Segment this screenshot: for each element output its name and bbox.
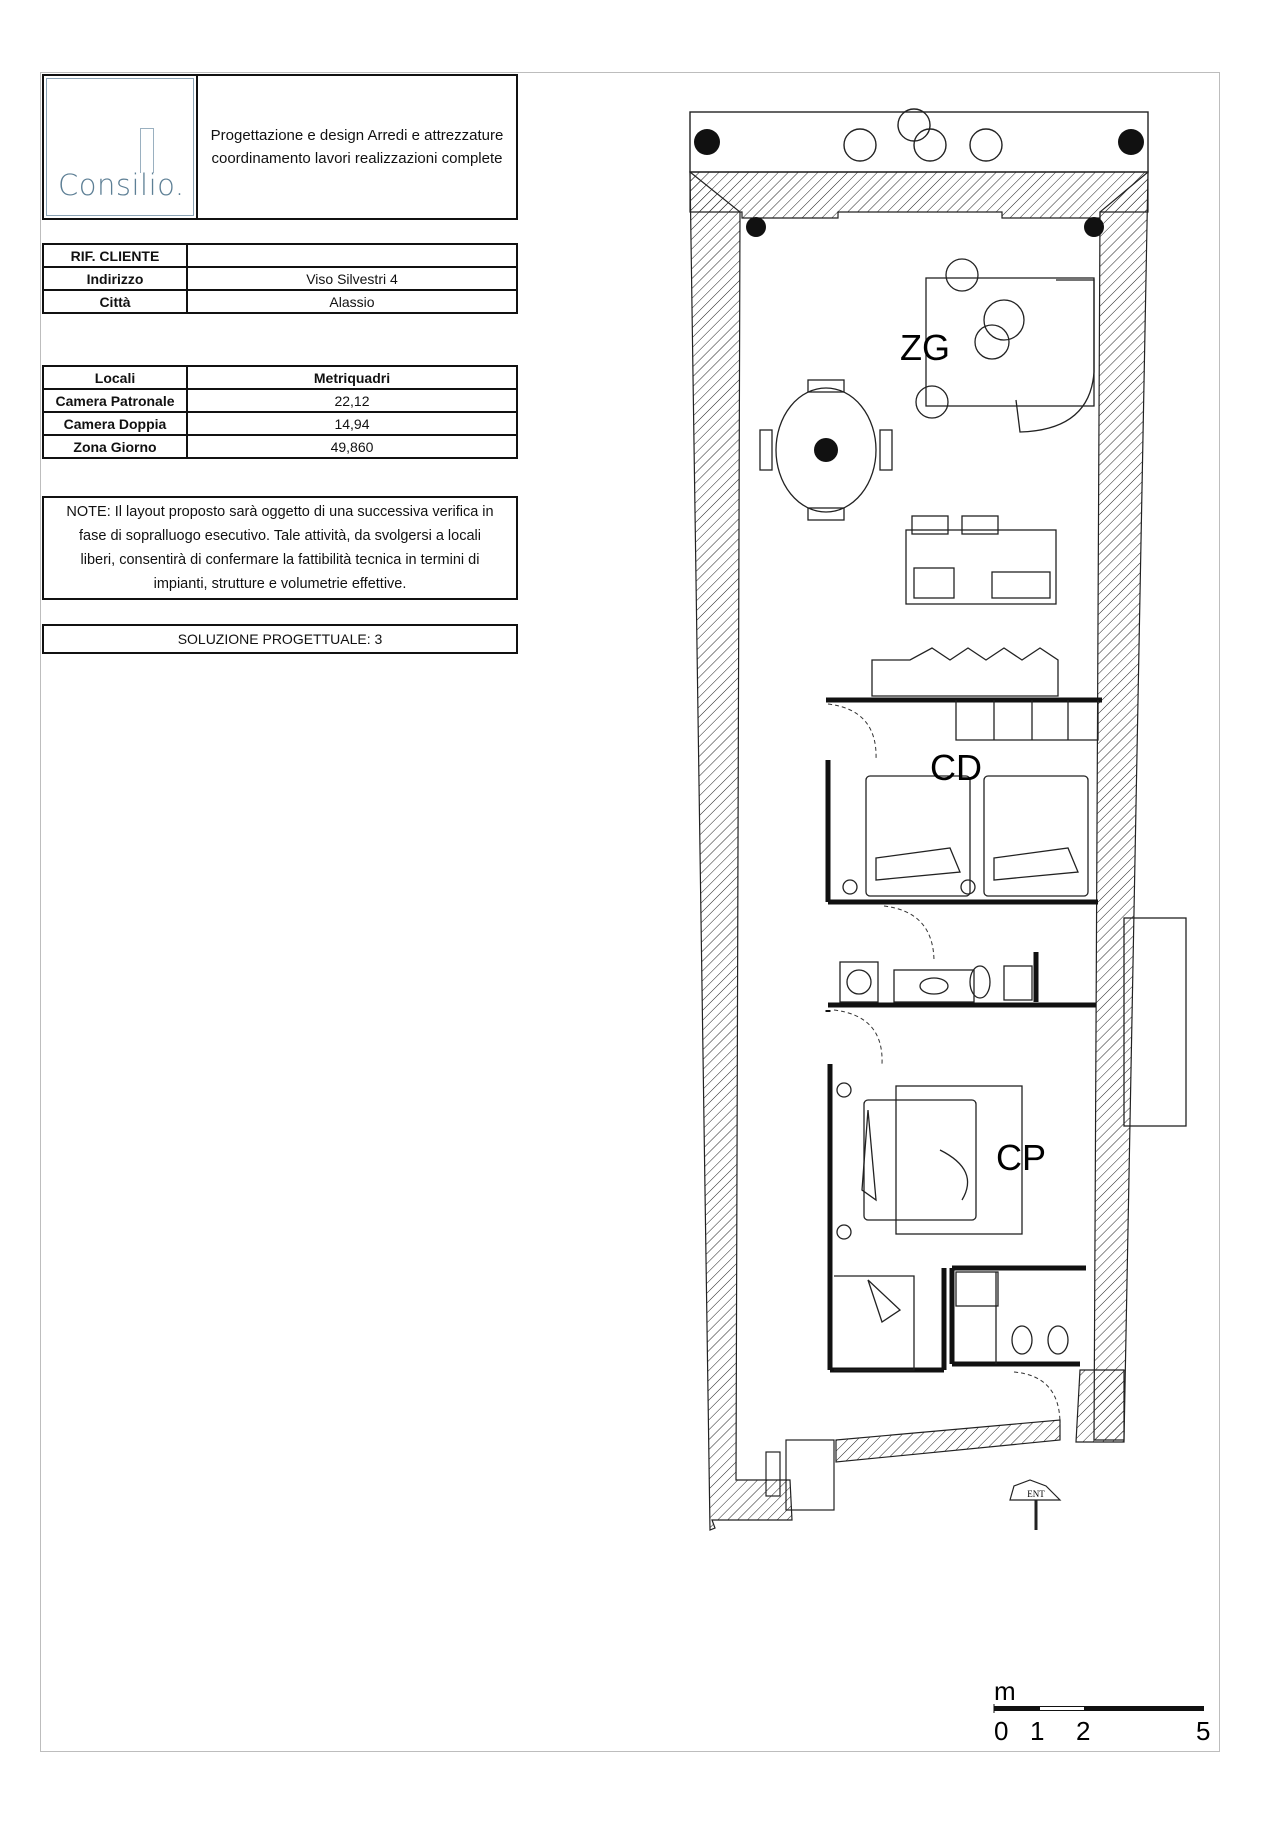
scale-tick: 1: [1030, 1716, 1045, 1746]
tagline-line-1: Progettazione e design Arredi e attrezzature: [210, 127, 504, 144]
city-value: Alassio: [187, 290, 517, 313]
note-line: liberi, consentirà di confermare la fattibilità tecnica in termini di: [80, 552, 480, 568]
room-area: 49,860: [187, 435, 517, 458]
logo-text: Consilio.: [58, 168, 185, 202]
solution-label: SOLUZIONE PROGETTUALE: 3: [42, 624, 518, 654]
bathroom-fixtures: [840, 962, 1032, 1002]
city-label: Città: [43, 290, 187, 313]
note-line: NOTE: Il layout proposto sarà oggetto di una successiva verifica in: [66, 504, 494, 520]
interior-walls: [826, 700, 1102, 1370]
room-area: 22,12: [187, 389, 517, 412]
zone-label-cp: CP: [996, 1137, 1047, 1178]
room-name: Camera Doppia: [43, 412, 187, 435]
client-ref-label: RIF. CLIENTE: [43, 244, 187, 267]
twin-beds: [843, 776, 1088, 896]
entrance-arrow-icon: [1010, 1480, 1060, 1530]
exterior-walls: [690, 172, 1148, 1545]
scale-bar: [994, 1704, 1204, 1713]
note-line: impianti, strutture e volumetrie effettive.: [153, 576, 407, 592]
scale-unit: m: [994, 1676, 1016, 1706]
mq-header: Metriquadri: [187, 366, 517, 389]
note-line: fase di sopralluogo esecutivo. Tale attività, da svolgersi a locali: [79, 528, 481, 544]
scale-tick: 5: [1196, 1716, 1211, 1746]
balcony: [690, 109, 1148, 172]
locali-header: Locali: [43, 366, 187, 389]
scale-tick: 2: [1076, 1716, 1091, 1746]
address-value: Viso Silvestri 4: [187, 267, 517, 290]
entrance-label: ENT: [1027, 1489, 1045, 1499]
room-area: 14,94: [187, 412, 517, 435]
scale-tick: 0: [994, 1716, 1009, 1746]
room-name: Zona Giorno: [43, 435, 187, 458]
zone-label-cd: CD: [930, 747, 982, 788]
zone-label-zg: ZG: [900, 327, 950, 368]
tagline-line-2: coordinamento lavori realizzazioni complete: [211, 150, 503, 167]
address-label: Indirizzo: [43, 267, 187, 290]
room-name: Camera Patronale: [43, 389, 187, 412]
